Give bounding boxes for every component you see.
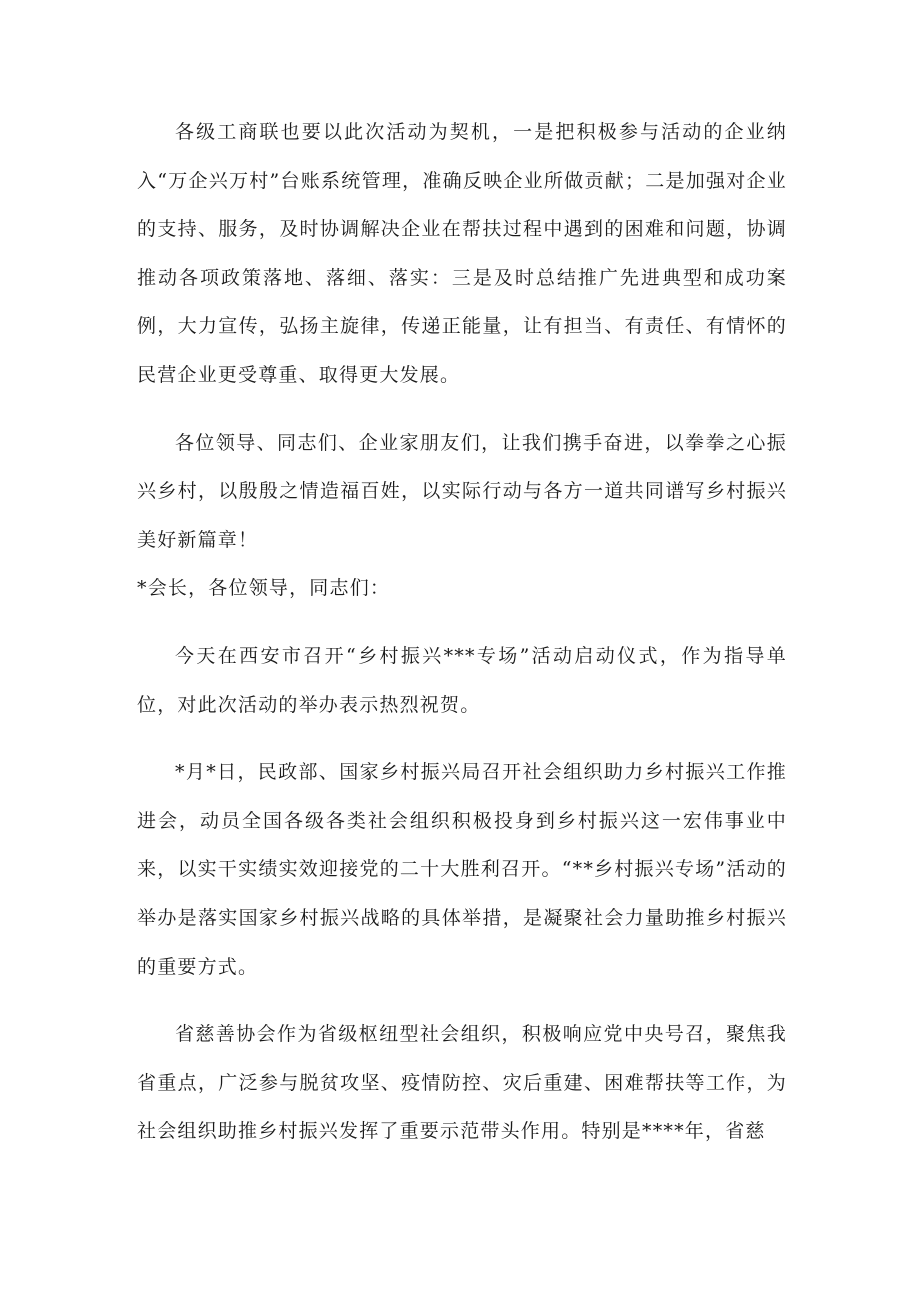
paragraph-chamber-commerce-tasks: 各级工商联也要以此次活动为契机，一是把积极参与活动的企业纳入“万企兴万村”台账系统管理，准确反映企业所做贡献；二是加强对企业的支持、服务，及时协调解决企业在帮扶过程中遇到的困难和问题，协调推动各项政策落地、落细、落实：三是及时总结推广先进典型和成功案例，大力宣传，弘扬主旋律，传递正能量，让有担当、有责任、有情怀的民营企业更受尊重、取得更大发展。 <box>137 121 787 386</box>
paragraph-closing-appeal: 各位领导、同志们、企业家朋友们，让我们携手奋进，以拳拳之心振兴乡村，以殷殷之情造福百姓，以实际行动与各方一道共同谱写乡村振兴美好新篇章！ <box>137 431 787 551</box>
speech-salutation: *会长，各位领导，同志们： <box>137 577 391 600</box>
paragraph-event-congratulations: 今天在西安市召开“乡村振兴***专场”活动启动仪式，作为指导单位，对此次活动的举办表示热烈祝贺。 <box>137 644 787 716</box>
paragraph-charity-association: 省慈善协会作为省级枢纽型社会组织，积极响应党中央号召，聚焦我省重点，广泛参与脱贫攻坚、疫情防控、灾后重建、困难帮扶等工作，为社会组织助推乡村振兴发挥了重要示范带头作用。特别是****年，省慈 <box>137 1023 787 1143</box>
document-body <box>137 108 787 1156</box>
paragraph-promotion-meeting: *月*日，民政部、国家乡村振兴局召开社会组织助力乡村振兴工作推进会，动员全国各级各类社会组织积极投身到乡村振兴这一宏伟事业中来，以实干实绩实效迎接党的二十大胜利召开。“**乡村振兴专场”活动的举办是落实国家乡村振兴战略的具体举措，是凝聚社会力量助推乡村振兴的重要方式。 <box>137 761 787 978</box>
